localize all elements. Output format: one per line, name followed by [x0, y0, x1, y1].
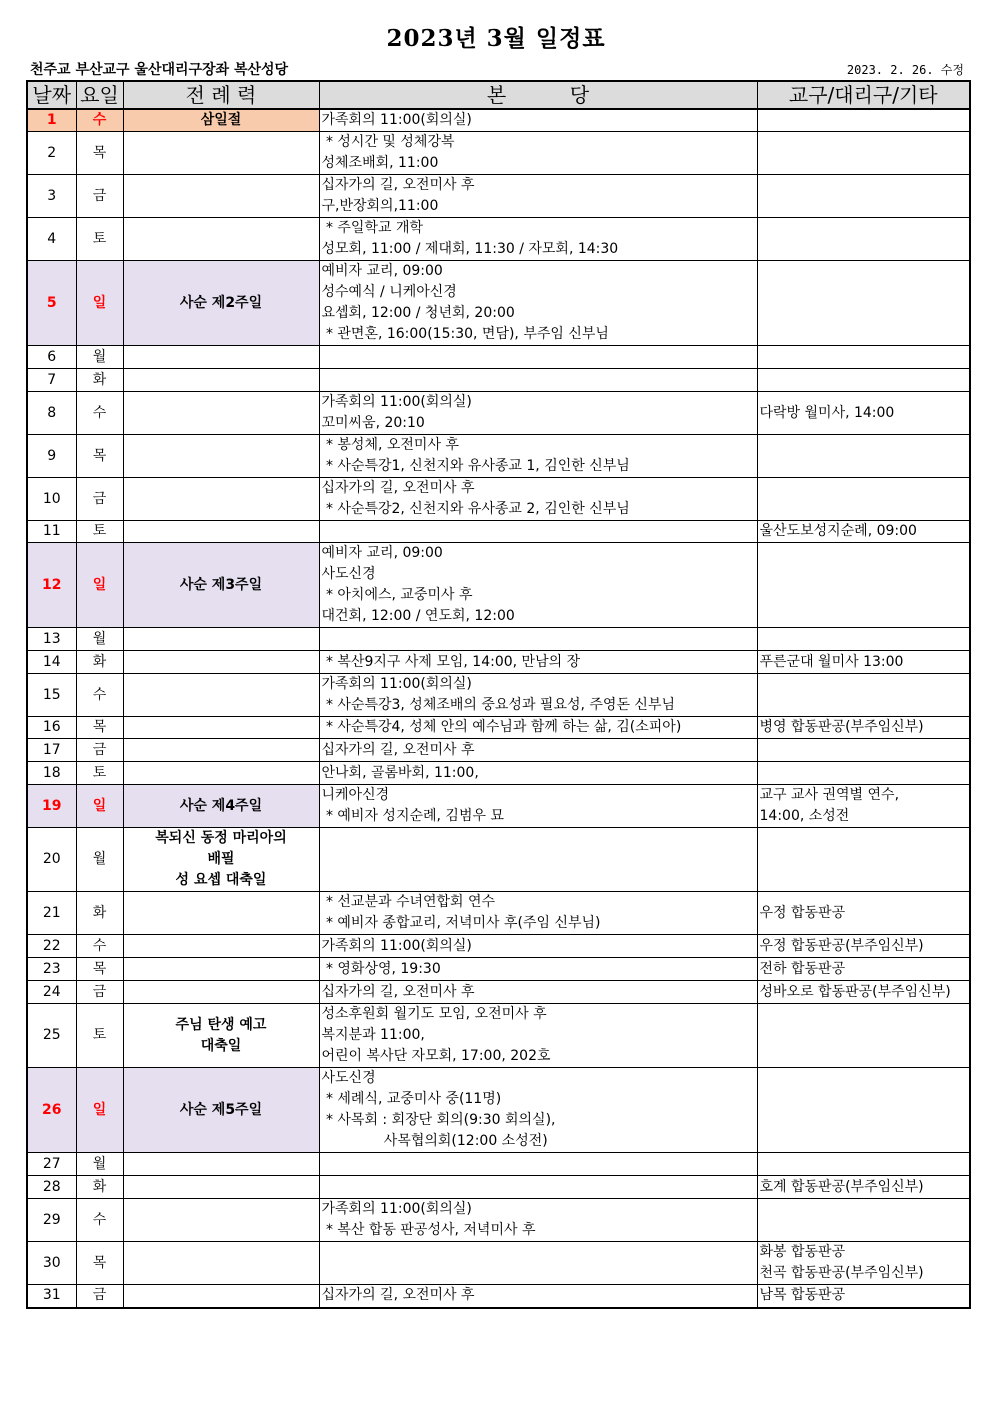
cell-line: 천곡 합동판공(부주임신부) [759, 1265, 924, 1281]
table-row [27, 674, 970, 717]
liturgy-cell [123, 981, 319, 1004]
day-cell: 금 [76, 478, 123, 521]
table-row [27, 1242, 970, 1285]
day-cell: 토 [76, 762, 123, 785]
cell-line: * 사순특강1, 신천지와 유사종교 1, 김인한 신부님 [321, 458, 630, 474]
other-cell [757, 1199, 970, 1242]
cell-line: 사도신경 [321, 566, 376, 582]
table-row [27, 785, 970, 828]
date-cell: 27 [27, 1153, 76, 1176]
cell-line: 대축일 [200, 1037, 242, 1054]
day-cell: 월 [76, 1153, 123, 1176]
day-cell: 월 [76, 828, 123, 892]
table-row [27, 935, 970, 958]
parish-cell [319, 521, 757, 543]
cell-line: 우정 합동판공 [759, 904, 846, 921]
cell-line: 병영 합동판공(부주임신부) [759, 719, 924, 735]
cell-line: 예비자 교리, 09:00 [321, 263, 443, 279]
liturgy-cell [123, 1068, 319, 1153]
parish-cell [319, 132, 757, 175]
day-cell: 화 [76, 651, 123, 674]
table-row [27, 109, 970, 132]
day-cell: 목 [76, 717, 123, 739]
parish-cell [319, 828, 757, 892]
cell-line: 십자가의 길, 오전미사 후 [321, 1287, 475, 1304]
other-cell [757, 958, 970, 981]
liturgy-cell [123, 674, 319, 717]
column-header-date: 날짜 [27, 81, 76, 109]
liturgy-cell [123, 651, 319, 674]
cell-line: * 세례식, 교중미사 중(11명) [321, 1091, 502, 1107]
date-cell: 10 [27, 478, 76, 521]
date-cell: 24 [27, 981, 76, 1004]
cell-line: 가족회의 11:00(회의실) [321, 676, 472, 692]
parish-cell [319, 1068, 757, 1153]
parish-cell [319, 369, 757, 392]
liturgy-cell [123, 892, 319, 935]
day-cell: 화 [76, 369, 123, 392]
column-header-liturgy: 전 례 력 [123, 81, 319, 109]
liturgy-cell [123, 1153, 319, 1176]
day-cell: 목 [76, 132, 123, 175]
other-cell [757, 762, 970, 785]
other-cell [757, 261, 970, 346]
cell-line: 푸른군대 월미사 13:00 [759, 653, 904, 670]
table-row [27, 1004, 970, 1068]
day-cell: 토 [76, 1004, 123, 1068]
liturgy-cell [123, 543, 319, 628]
cell-line: 구,반장회의,11:00 [321, 198, 439, 214]
cell-line: 어린이 복사단 자모회, 17:00, 202호 [321, 1048, 551, 1064]
table-row [27, 521, 970, 543]
column-header-parish: 본 당 [319, 81, 757, 109]
date-cell: 23 [27, 958, 76, 981]
liturgy-cell [123, 739, 319, 762]
liturgy-cell [123, 1199, 319, 1242]
cell-line: 호계 합동판공(부주임신부) [759, 1178, 924, 1195]
table-row [27, 1176, 970, 1199]
table-row [27, 628, 970, 651]
cell-line: * 예비자 성지순례, 김범우 묘 [321, 808, 504, 824]
liturgy-cell [123, 717, 319, 739]
day-cell: 화 [76, 1176, 123, 1199]
other-cell [757, 674, 970, 717]
table-row [27, 1068, 970, 1153]
cell-line: 성모회, 11:00 / 제대회, 11:30 / 자모회, 14:30 [321, 241, 619, 257]
date-cell: 21 [27, 892, 76, 935]
other-cell [757, 828, 970, 892]
parish-cell [319, 1153, 757, 1176]
other-cell [757, 892, 970, 935]
cell-line: * 관면혼, 16:00(15:30, 면담), 부주임 신부님 [321, 326, 609, 342]
other-cell [757, 1285, 970, 1308]
cell-line: 사도신경 [321, 1070, 376, 1086]
liturgy-cell [123, 958, 319, 981]
cell-line: 성바오로 합동판공(부주임신부) [759, 983, 951, 1000]
day-cell: 수 [76, 1199, 123, 1242]
other-cell [757, 435, 970, 478]
other-cell [757, 717, 970, 739]
cell-line: 십자가의 길, 오전미사 후 [321, 480, 475, 496]
cell-line: 십자가의 길, 오전미사 후 [321, 741, 475, 758]
table-row [27, 828, 970, 892]
other-cell [757, 1176, 970, 1199]
cell-line: 사순 제2주일 [179, 294, 263, 311]
liturgy-cell [123, 132, 319, 175]
date-cell: 29 [27, 1199, 76, 1242]
cell-line: 우정 합동판공(부주임신부) [759, 937, 924, 954]
cell-line: * 사순특강2, 신천지와 유사종교 2, 김인한 신부님 [321, 501, 630, 517]
cell-line: 울산도보성지순례, 09:00 [759, 523, 917, 539]
day-cell: 금 [76, 175, 123, 218]
table-row [27, 1153, 970, 1176]
other-cell [757, 1068, 970, 1153]
liturgy-cell [123, 369, 319, 392]
parish-cell [319, 651, 757, 674]
liturgy-cell [123, 109, 319, 132]
day-cell: 목 [76, 958, 123, 981]
cell-line: * 사목회 : 회장단 회의(9:30 회의실), [321, 1112, 556, 1128]
cell-line: * 선교분과 수녀연합회 연수 [321, 894, 496, 910]
liturgy-cell [123, 1176, 319, 1199]
parish-cell [319, 892, 757, 935]
liturgy-cell [123, 935, 319, 958]
date-cell: 25 [27, 1004, 76, 1068]
day-cell: 월 [76, 346, 123, 369]
cell-line: * 복산9지구 사제 모임, 14:00, 만남의 장 [321, 653, 581, 670]
parish-cell [319, 1004, 757, 1068]
date-cell: 16 [27, 717, 76, 739]
liturgy-cell [123, 1004, 319, 1068]
cell-line: * 영화상영, 19:30 [321, 960, 441, 977]
parish-cell [319, 935, 757, 958]
other-cell [757, 346, 970, 369]
liturgy-cell [123, 478, 319, 521]
cell-line: 성수예식 / 니케아신경 [321, 284, 457, 300]
table-row [27, 132, 970, 175]
date-cell: 12 [27, 543, 76, 628]
date-cell: 30 [27, 1242, 76, 1285]
liturgy-cell [123, 392, 319, 435]
cell-line: * 사순특강3, 성체조배의 중요성과 필요성, 주영돈 신부님 [321, 697, 675, 713]
day-cell: 금 [76, 739, 123, 762]
cell-line: * 아치에스, 교중미사 후 [321, 587, 473, 603]
other-cell [757, 785, 970, 828]
cell-line: 남목 합동판공 [759, 1287, 846, 1304]
parish-cell [319, 1199, 757, 1242]
table-row [27, 762, 970, 785]
date-cell: 3 [27, 175, 76, 218]
day-cell: 금 [76, 1285, 123, 1308]
liturgy-cell [123, 521, 319, 543]
cell-line: 사순 제3주일 [179, 576, 263, 593]
liturgy-cell [123, 762, 319, 785]
cell-line: 다락방 월미사, 14:00 [759, 404, 895, 421]
parish-cell [319, 218, 757, 261]
other-cell [757, 651, 970, 674]
parish-cell [319, 478, 757, 521]
date-cell: 2 [27, 132, 76, 175]
liturgy-cell [123, 1285, 319, 1308]
other-cell [757, 175, 970, 218]
day-cell: 수 [76, 392, 123, 435]
day-cell: 목 [76, 435, 123, 478]
cell-line: 가족회의 11:00(회의실) [321, 1201, 472, 1217]
parish-cell [319, 435, 757, 478]
parish-cell [319, 981, 757, 1004]
date-cell: 19 [27, 785, 76, 828]
parish-cell [319, 739, 757, 762]
other-cell [757, 218, 970, 261]
parish-cell [319, 1242, 757, 1285]
column-header-other: 교구/대리구/기타 [757, 81, 970, 109]
liturgy-cell [123, 785, 319, 828]
parish-cell [319, 543, 757, 628]
parish-cell [319, 958, 757, 981]
cell-line: 복지분과 11:00, [321, 1027, 425, 1043]
organization-name: 천주교 부산교구 울산대리구장좌 복산성당 [30, 62, 289, 78]
day-cell: 화 [76, 892, 123, 935]
table-row [27, 892, 970, 935]
day-cell: 토 [76, 218, 123, 261]
date-cell: 18 [27, 762, 76, 785]
other-cell [757, 981, 970, 1004]
parish-cell [319, 109, 757, 132]
other-cell [757, 109, 970, 132]
table-row [27, 478, 970, 521]
revision-date: 2023. 2. 26. 수정 [846, 63, 964, 77]
parish-cell [319, 1285, 757, 1308]
day-cell: 토 [76, 521, 123, 543]
cell-line: 대건회, 12:00 / 연도회, 12:00 [321, 608, 515, 624]
cell-line: 요셉회, 12:00 / 청년회, 20:00 [321, 305, 515, 321]
cell-line: 니케아신경 [321, 787, 390, 803]
date-cell: 17 [27, 739, 76, 762]
date-cell: 5 [27, 261, 76, 346]
table-header-row [27, 81, 970, 109]
cell-line: 성소후원회 월기도 모임, 오전미사 후 [321, 1006, 547, 1022]
cell-line: 성체조배회, 11:00 [321, 155, 439, 171]
cell-line: * 주일학교 개학 [321, 220, 423, 236]
date-cell: 4 [27, 218, 76, 261]
liturgy-cell [123, 218, 319, 261]
other-cell [757, 132, 970, 175]
date-cell: 20 [27, 828, 76, 892]
cell-line: 사순 제5주일 [179, 1101, 263, 1118]
cell-line: * 사순특강4, 성체 안의 예수님과 함께 하는 삶, 김(소피아) [321, 719, 682, 735]
date-cell: 9 [27, 435, 76, 478]
date-cell: 8 [27, 392, 76, 435]
other-cell [757, 739, 970, 762]
parish-cell [319, 346, 757, 369]
day-cell: 금 [76, 981, 123, 1004]
date-cell: 13 [27, 628, 76, 651]
table-row [27, 392, 970, 435]
table-row [27, 435, 970, 478]
table-row [27, 958, 970, 981]
table-row [27, 175, 970, 218]
table-row [27, 346, 970, 369]
parish-cell [319, 628, 757, 651]
liturgy-cell [123, 628, 319, 651]
parish-cell [319, 717, 757, 739]
date-cell: 11 [27, 521, 76, 543]
other-cell [757, 1004, 970, 1068]
parish-cell [319, 762, 757, 785]
day-cell: 월 [76, 628, 123, 651]
cell-line: 가족회의 11:00(회의실) [321, 112, 472, 128]
date-cell: 7 [27, 369, 76, 392]
schedule-body [27, 109, 970, 1308]
day-cell: 일 [76, 785, 123, 828]
date-cell: 15 [27, 674, 76, 717]
day-cell: 일 [76, 543, 123, 628]
cell-line: 복되신 동정 마리아의 [155, 830, 287, 846]
other-cell [757, 1242, 970, 1285]
parish-cell [319, 392, 757, 435]
day-cell: 수 [76, 109, 123, 132]
cell-line: 사목협의회(12:00 소성전) [321, 1133, 548, 1149]
date-cell: 26 [27, 1068, 76, 1153]
cell-line: 예비자 교리, 09:00 [321, 545, 443, 561]
date-cell: 28 [27, 1176, 76, 1199]
table-row [27, 1285, 970, 1308]
cell-line: * 봉성체, 오전미사 후 [321, 437, 459, 453]
table-row [27, 218, 970, 261]
table-row [27, 651, 970, 674]
other-cell [757, 521, 970, 543]
page-title: 2023년 3월 일정표 [386, 25, 606, 52]
parish-cell [319, 785, 757, 828]
other-cell [757, 1153, 970, 1176]
cell-line: 사순 제4주일 [179, 797, 263, 814]
parish-cell [319, 1176, 757, 1199]
liturgy-cell [123, 1242, 319, 1285]
cell-line: 전하 합동판공 [759, 960, 846, 977]
cell-line: 삼일절 [200, 112, 242, 128]
schedule-table [26, 80, 971, 1309]
parish-cell [319, 261, 757, 346]
cell-line: 안나회, 골롬바회, 11:00, [321, 764, 479, 781]
liturgy-cell [123, 261, 319, 346]
liturgy-cell [123, 346, 319, 369]
cell-line: * 복산 합동 판공성사, 저녁미사 후 [321, 1222, 536, 1238]
date-cell: 31 [27, 1285, 76, 1308]
other-cell [757, 369, 970, 392]
date-cell: 14 [27, 651, 76, 674]
table-row [27, 543, 970, 628]
date-cell: 1 [27, 109, 76, 132]
cell-line: 십자가의 길, 오전미사 후 [321, 983, 475, 1000]
liturgy-cell [123, 435, 319, 478]
parish-cell [319, 175, 757, 218]
cell-line: 십자가의 길, 오전미사 후 [321, 177, 475, 193]
day-cell: 목 [76, 1242, 123, 1285]
cell-line: 주님 탄생 예고 [175, 1016, 267, 1033]
other-cell [757, 628, 970, 651]
cell-line: 꼬미씨움, 20:10 [321, 415, 425, 431]
cell-line: 배필 [207, 851, 235, 867]
cell-line: 가족회의 11:00(회의실) [321, 394, 472, 410]
cell-line: 가족회의 11:00(회의실) [321, 937, 472, 954]
liturgy-cell [123, 175, 319, 218]
cell-line: * 예비자 종합교리, 저녁미사 후(주임 신부님) [321, 915, 601, 931]
day-cell: 수 [76, 935, 123, 958]
day-cell: 일 [76, 261, 123, 346]
cell-line: 교구 교사 권역별 연수, [759, 787, 900, 803]
day-cell: 일 [76, 1068, 123, 1153]
table-row [27, 981, 970, 1004]
other-cell [757, 935, 970, 958]
cell-line: 14:00, 소성전 [759, 808, 850, 824]
other-cell [757, 392, 970, 435]
day-cell: 수 [76, 674, 123, 717]
other-cell [757, 478, 970, 521]
date-cell: 22 [27, 935, 76, 958]
liturgy-cell [123, 828, 319, 892]
column-header-day: 요일 [76, 81, 123, 109]
table-row [27, 739, 970, 762]
table-row [27, 261, 970, 346]
table-row [27, 1199, 970, 1242]
table-row [27, 717, 970, 739]
table-row [27, 369, 970, 392]
date-cell: 6 [27, 346, 76, 369]
other-cell [757, 543, 970, 628]
cell-line: * 성시간 및 성체강복 [321, 134, 455, 150]
parish-cell [319, 674, 757, 717]
cell-line: 성 요셉 대축일 [175, 872, 267, 888]
cell-line: 화봉 합동판공 [759, 1244, 846, 1260]
